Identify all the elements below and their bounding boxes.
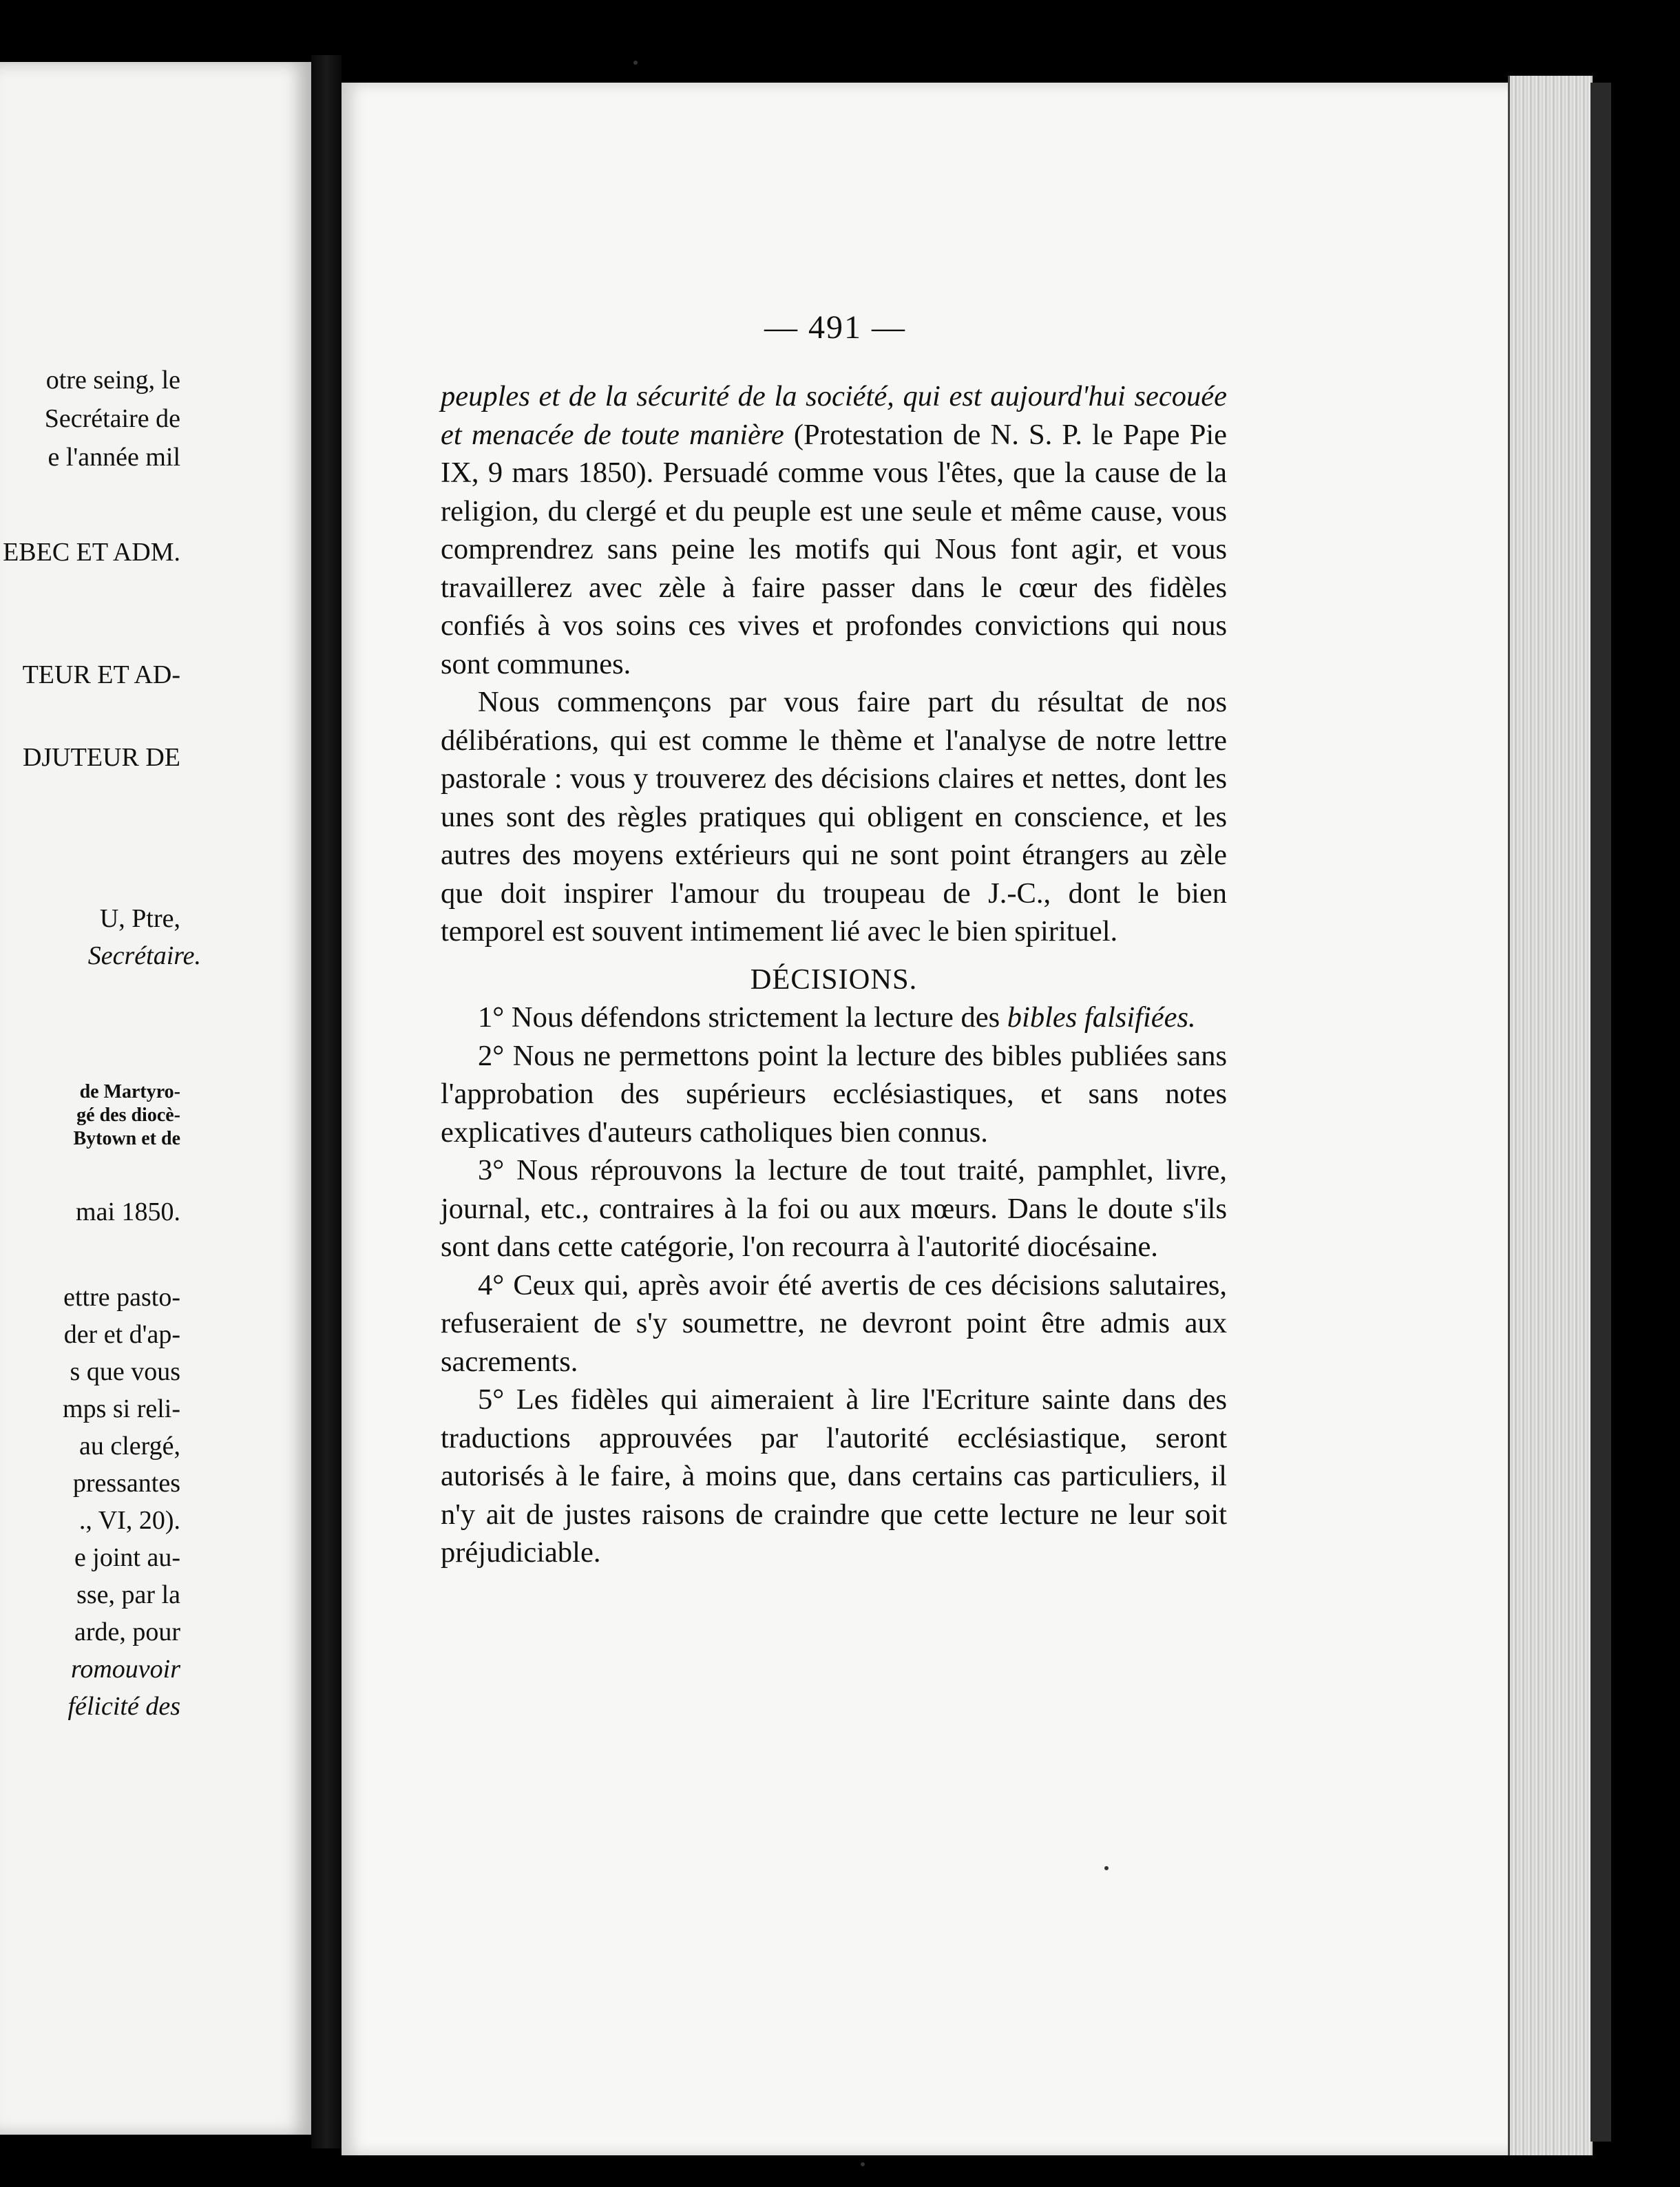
left-line: EBEC ET ADM. <box>3 538 180 567</box>
left-line: arde, pour <box>74 1618 180 1646</box>
left-line: Secrétaire. <box>87 941 201 970</box>
left-line: ettre pasto- <box>63 1283 180 1312</box>
left-line: sse, par la <box>76 1580 180 1609</box>
speck <box>633 61 638 65</box>
left-line: e joint au- <box>74 1543 180 1572</box>
left-line: TEUR ET AD- <box>22 660 180 689</box>
left-line: mai 1850. <box>76 1197 180 1226</box>
decision-text: 1° Nous défendons strictement la lecture des <box>478 1001 1007 1034</box>
paragraph-text: (Protestation de N. S. P. le Pape Pie IX, 9 mars 1850). Persuadé comme vous l'êtes, que la cause de la religion, du clergé et du peuple est une seule et même cause, vous comprendrez sans peine les motifs qui Nous font agir, et vous travaillerez avec zèle à faire passer dans le cœur des fidèles confiés à vos soins ces vives et profondes convictions qui nous sont communes. <box>441 418 1227 680</box>
left-line: s que vous <box>70 1357 180 1386</box>
left-page <box>0 62 311 2135</box>
page-number: — 491 — <box>764 309 906 346</box>
paragraph <box>441 377 1227 683</box>
left-line: pressantes <box>72 1469 180 1498</box>
left-line: félicité des <box>67 1692 180 1721</box>
decision-2: 2° Nous ne permettons point la lecture des bibles publiées sans l'approbation des supérieurs ecclésiastiques, et sans notes explicatives d'auteurs catholiques bien connus. <box>441 1039 1227 1149</box>
decision-italic: bibles falsifiées. <box>1007 1001 1196 1034</box>
left-line: Bytown et de <box>73 1128 180 1149</box>
left-line: gé des diocè- <box>76 1105 180 1126</box>
main-text <box>441 377 1227 1572</box>
decision-1 <box>441 998 1227 1037</box>
left-line: U, Ptre, <box>99 904 180 933</box>
decision-3: 3° Nous réprouvons la lecture de tout traité, pamphlet, livre, journal, etc., contraires à la foi ou aux mœurs. Dans le doute s'ils sont dans cette catégorie, l'on recourra à l'autorité diocésaine. <box>441 1154 1227 1263</box>
section-heading: DÉCISIONS. <box>750 963 918 996</box>
speck <box>861 2162 865 2166</box>
left-line: DJUTEUR DE <box>22 743 180 772</box>
left-line: de Martyro- <box>79 1081 180 1102</box>
left-line: otre seing, le <box>45 366 180 395</box>
left-line: mps si reli- <box>63 1394 180 1423</box>
speck <box>1104 1866 1109 1870</box>
page-edges <box>1508 76 1593 2155</box>
left-line: der et d'ap- <box>63 1320 180 1349</box>
decision-5: 5° Les fidèles qui aimeraient à lire l'Ecriture sainte dans des traductions approuvées par l'autorité ecclésiastique, seront autorisés à le faire, à moins que, dans certains cas particuliers, il n'y ait de justes raisons de craindre que cette lecture ne leur soit préjudiciable. <box>441 1383 1227 1569</box>
left-line: romouvoir <box>70 1655 180 1684</box>
italic-quote: peuples et de la sécurité de la société, qui est aujourd'hui secouée et menacée de toute manière <box>441 380 1227 451</box>
page-edges-shadow <box>1590 83 1611 2142</box>
left-line: e l'année mil <box>48 443 180 472</box>
decision-4: 4° Ceux qui, après avoir été avertis de ces décisions salutaires, refuseraient de s'y soumettre, ne devront point être admis aux sacrements. <box>441 1268 1227 1378</box>
left-line: au clergé, <box>79 1432 180 1461</box>
left-line: Secrétaire de <box>44 404 180 433</box>
book-gutter <box>311 55 342 2148</box>
paragraph: Nous commençons par vous faire part du résultat de nos délibérations, qui est comme le thème et l'analyse de notre lettre pastorale : vous y trouverez des décisions claires et nettes, dont les unes sont des règles pratiques qui obligent en conscience, et les autres des moyens extérieurs qui ne sont point étrangers au zèle que doit inspirer l'amour du troupeau de J.-C., dont le bien temporel est souvent intimement lié avec le bien spirituel. <box>441 686 1227 948</box>
left-line: ., VI, 20). <box>78 1506 180 1535</box>
